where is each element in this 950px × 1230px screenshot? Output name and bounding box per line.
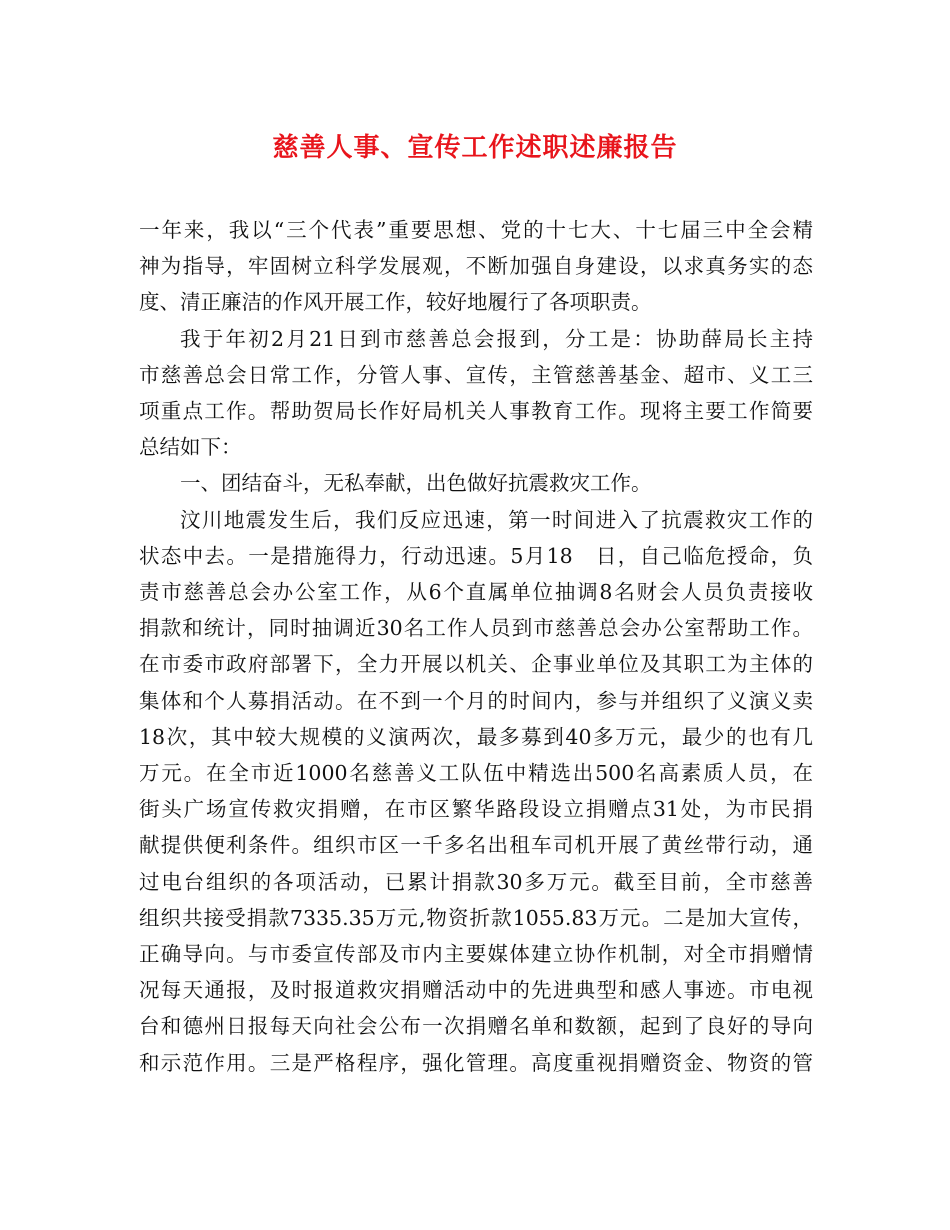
body-line: 项重点工作。帮助贺局长作好局机关人事教育工作。现将主要工作简要 xyxy=(139,399,813,424)
body-line: 一、团结奋斗，无私奉献，出色做好抗震救灾工作。 xyxy=(180,471,652,496)
document-body xyxy=(139,212,813,1081)
body-line: 组织共接受捐款7335.35万元,物资折款1055.83万元。二是加大宣传， xyxy=(139,905,813,930)
body-line: 总结如下： xyxy=(139,435,242,460)
body-line: 一年来，我以“三个代表”重要思想、党的十七大、十七届三中全会精 xyxy=(139,218,813,242)
body-line: 集体和个人募捐活动。在不到一个月的时间内，参与并组织了义演义卖 xyxy=(139,688,813,713)
body-line: 捐款和统计，同时抽调近30名工作人员到市慈善总会办公室帮助工作。 xyxy=(139,616,813,641)
body-line: 过电台组织的各项活动，已累计捐款30多万元。截至目前，全市慈善 xyxy=(139,869,813,894)
body-line: 责市慈善总会办公室工作，从6个直属单位抽调8名财会人员负责接收 xyxy=(139,580,813,605)
body-line: 我于年初2月21日到市慈善总会报到，分工是：协助薛局长主持 xyxy=(180,326,813,351)
body-line: 街头广场宣传救灾捐赠，在市区繁华路段设立捐赠点31处，为市民捐 xyxy=(139,797,813,822)
document-title: 慈善人事、宣传工作述职述廉报告 xyxy=(272,133,678,163)
body-line: 正确导向。与市委宣传部及市内主要媒体建立协作机制，对全市捐赠情 xyxy=(139,942,813,967)
body-line: 18次，其中较大规模的义演两次，最多募到40多万元，最少的也有几 xyxy=(139,724,813,749)
body-line: 神为指导，牢固树立科学发展观，不断加强自身建设，以求真务实的态 xyxy=(139,254,813,279)
body-line: 和示范作用。三是严格程序，强化管理。高度重视捐赠资金、物资的管 xyxy=(139,1050,813,1075)
body-line: 况每天通报，及时报道救灾捐赠活动中的先进典型和感人事迹。市电视 xyxy=(139,978,813,1003)
body-line: 汶川地震发生后，我们反应迅速，第一时间进入了抗震救灾工作的 xyxy=(180,507,813,532)
body-line: 状态中去。一是措施得力，行动迅速。5月18 日，自己临危授命，负 xyxy=(139,543,813,568)
body-line: 台和德州日报每天向社会公布一次捐赠名单和数额，起到了良好的导向 xyxy=(139,1014,813,1039)
body-line: 市慈善总会日常工作，分管人事、宣传，主管慈善基金、超市、义工三 xyxy=(139,362,813,387)
body-line: 度、清正廉洁的作风开展工作，较好地履行了各项职责。 xyxy=(139,290,652,315)
body-line: 献提供便利条件。组织市区一千多名出租车司机开展了黄丝带行动，通 xyxy=(139,833,813,858)
body-line: 万元。在全市近1000名慈善义工队伍中精选出500名高素质人员，在 xyxy=(139,761,813,786)
body-line: 在市委市政府部署下，全力开展以机关、企事业单位及其职工为主体的 xyxy=(139,652,813,677)
